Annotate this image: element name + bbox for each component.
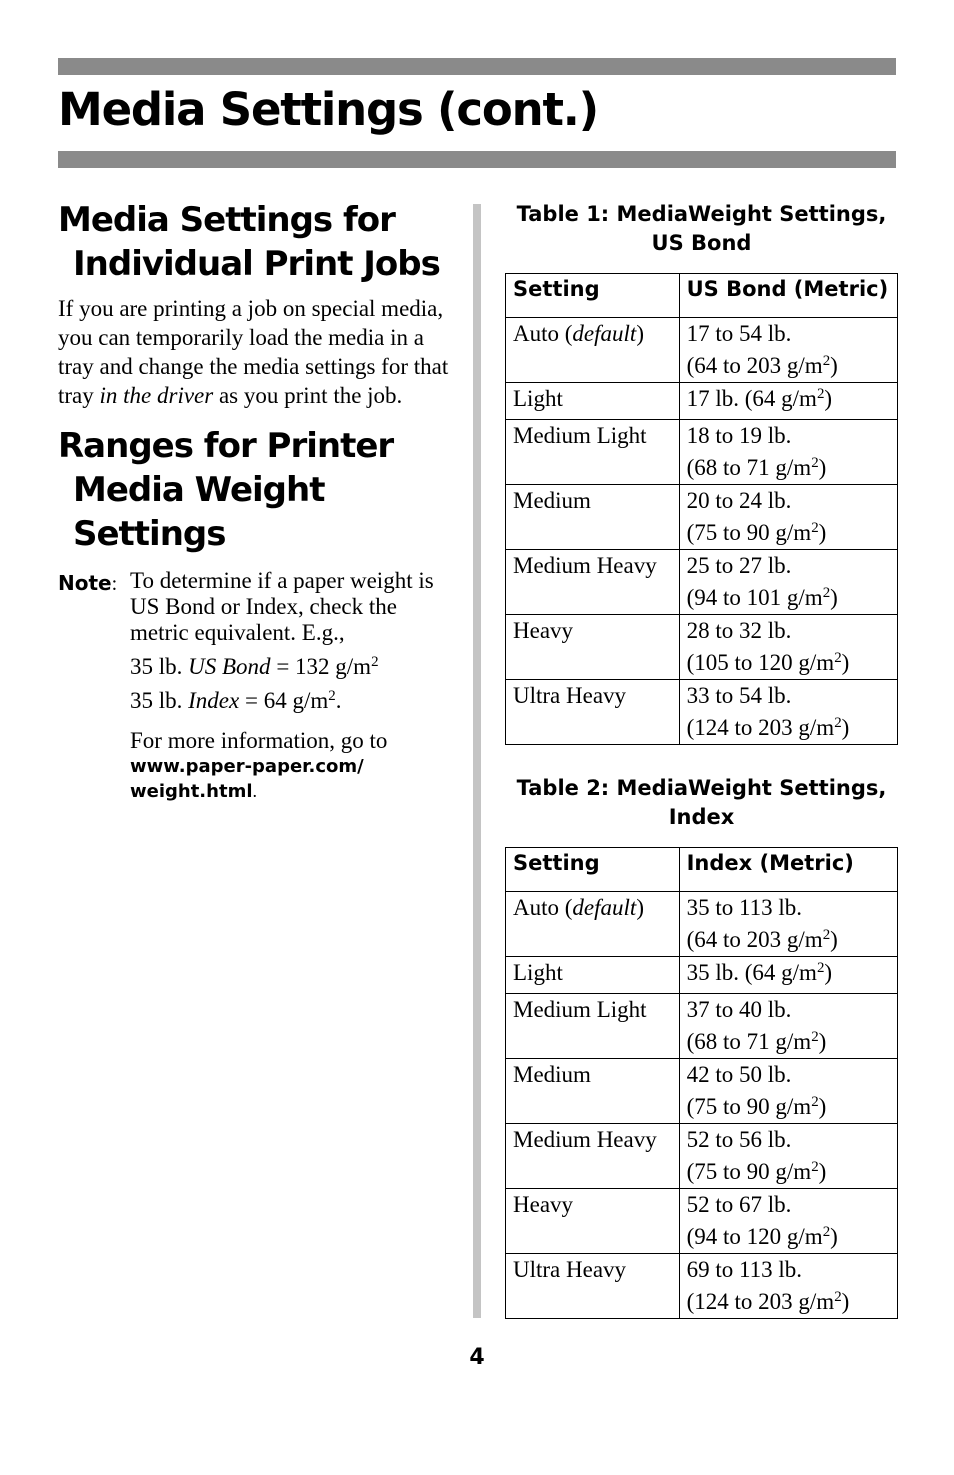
weight-cell [679,420,897,485]
metric-value: (94 to 120 g/m [686,1224,823,1249]
setting-name: Auto ( [513,321,573,346]
weight-metric [739,386,832,411]
setting-cell [506,420,680,485]
setting-cell [506,1059,680,1124]
table-row [506,892,898,957]
setting-cell [506,892,680,957]
metric-value: (75 to 90 g/m [686,1159,812,1184]
note-example-index [130,688,458,714]
metric-exponent: 2 [822,926,831,943]
metric-value: (94 to 101 g/m [686,585,823,610]
metric-exponent: 2 [816,959,825,976]
weight-cell [679,550,897,615]
header-metric: Index (Metric) [679,848,897,892]
example-suffix: = 132 g/m [270,654,372,679]
url-end: . [252,781,257,801]
metric-exponent: 2 [822,352,831,369]
metric-value: (68 to 71 g/m [686,455,812,480]
table-row [506,1254,898,1319]
weight-metric [687,520,827,545]
weight-metric [687,353,838,378]
metric-value: (64 g/m [738,960,817,985]
note-text: To determine if a paper weight is US Bond or Index, check the metric equivalent. E.g., [130,568,434,645]
setting-cell [506,383,680,420]
weight-cell [679,680,897,745]
setting-name: Medium Light [513,423,647,448]
weight-metric [687,927,838,952]
metric-exponent: 2 [822,1223,831,1240]
metric-value: (64 to 203 g/m [686,353,823,378]
metric-value: (124 to 203 g/m [686,1289,835,1314]
setting-default: default [572,895,637,920]
weight-metric [687,585,838,610]
example-suffix: = 64 g/m [239,688,329,713]
metric-value: (64 g/m [738,386,817,411]
table-row [506,1059,898,1124]
table-header-row [506,848,898,892]
section-heading-ranges [58,424,458,556]
setting-cell [506,994,680,1059]
example-prefix: 35 lb. [130,654,189,679]
table-row [506,1189,898,1254]
table-header-row [506,274,898,318]
url-line-2[interactable]: weight.html [130,781,253,802]
weight-lb: 17 to 54 lb. [686,321,792,346]
setting-cell [506,1254,680,1319]
metric-exponent: 2 [816,385,825,402]
setting-end: ) [636,895,644,920]
header-setting: Setting [506,848,680,892]
metric-exponent: 2 [822,584,831,601]
setting-default: default [572,321,637,346]
setting-name: Medium Heavy [513,553,657,578]
header-metric: US Bond (Metric) [679,274,897,318]
table-row [506,485,898,550]
weight-cell [679,1124,897,1189]
note-label [58,568,130,804]
setting-cell [506,615,680,680]
table2-caption [505,774,898,832]
weight-metric [687,1224,838,1249]
weight-lb: 20 to 24 lb. [686,488,792,513]
note-body [130,568,458,804]
url-link[interactable] [130,754,458,804]
metric-exponent: 2 [834,1288,842,1305]
weight-metric [687,1029,827,1054]
setting-cell [506,957,680,994]
weight-metric [687,1289,850,1314]
header-rule-top [58,58,896,75]
setting-cell [506,485,680,550]
paragraph-text: If you are printing a job on special media, you can temporarily load the media in a tray and change the media settings for that tray [58,296,449,408]
note-block [58,568,458,804]
weight-lb: 42 to 50 lb. [686,1062,792,1087]
left-column [58,198,458,804]
example-exponent: 2 [371,653,379,670]
caption-line-1: Table 1: MediaWeight Settings, [516,202,887,226]
more-info-text: For more information, go to [130,728,388,753]
note-colon: : [111,573,118,595]
weight-lb: 35 to 113 lb. [686,895,803,920]
setting-cell [506,1124,680,1189]
example-exponent: 2 [328,687,336,704]
caption-line-2: US Bond [651,231,752,255]
weight-metric [687,1159,827,1184]
page-number: 4 [469,1345,485,1370]
section-heading-individual-jobs [58,198,458,286]
example-prefix: 35 lb. [130,688,189,713]
weight-lb: 18 to 19 lb. [686,423,792,448]
setting-name: Heavy [513,1192,574,1217]
metric-value: (75 to 90 g/m [686,1094,812,1119]
metric-value: (64 to 203 g/m [686,927,823,952]
setting-cell [506,680,680,745]
url-line-1[interactable]: www.paper-paper.com/ [130,756,364,777]
metric-exponent: 2 [834,649,842,666]
example-end: . [335,688,342,713]
weight-cell [679,957,897,994]
setting-name: Auto ( [513,895,573,920]
weight-metric [687,455,827,480]
weight-cell [679,892,897,957]
weight-lb: 37 to 40 lb. [686,997,792,1022]
table-row [506,1124,898,1189]
heading-line-1: Ranges for Printer [58,426,394,466]
note-label-text: Note [58,571,112,595]
weight-metric [687,650,850,675]
setting-cell [506,318,680,383]
setting-name: Ultra Heavy [513,1257,627,1282]
weight-lb: 69 to 113 lb. [686,1257,803,1282]
header-setting: Setting [506,274,680,318]
weight-cell [679,485,897,550]
paragraph-text-end: as you print the job. [213,383,403,408]
setting-name: Heavy [513,618,574,643]
setting-name: Medium [513,1062,591,1087]
table-row [506,420,898,485]
column-divider [473,204,481,1318]
example-term: Index [188,688,240,713]
weight-cell [679,1189,897,1254]
weight-lb: 52 to 56 lb. [686,1127,792,1152]
table-row [506,383,898,420]
metric-exponent: 2 [811,519,819,536]
heading-line-2: Media Weight Settings [73,470,325,554]
table-row [506,994,898,1059]
metric-value: (75 to 90 g/m [686,520,812,545]
weight-lb: 17 lb. [686,386,739,411]
table-row [506,680,898,745]
setting-name: Medium Light [513,997,647,1022]
setting-end: ) [636,321,644,346]
heading-line-1: Media Settings for [58,200,395,240]
heading-line-2: Individual Print Jobs [73,244,440,284]
table-row [506,957,898,994]
weight-lb: 28 to 32 lb. [686,618,792,643]
table-row [506,318,898,383]
header-rule-bottom [58,151,896,168]
index-table [505,847,898,1319]
metric-value: (68 to 71 g/m [686,1029,812,1054]
setting-name: Light [513,386,563,411]
caption-line-1: Table 2: MediaWeight Settings, [516,776,887,800]
setting-name: Light [513,960,563,985]
weight-cell [679,383,897,420]
weight-lb: 25 to 27 lb. [686,553,792,578]
weight-cell [679,615,897,680]
table-row [506,615,898,680]
us-bond-table [505,273,898,745]
weight-cell [679,318,897,383]
weight-lb: 35 lb. [686,960,739,985]
weight-metric [687,1094,827,1119]
table1-caption [505,200,898,258]
metric-exponent: 2 [834,714,842,731]
note-example-us-bond [130,654,458,680]
metric-value: (124 to 203 g/m [686,715,835,740]
setting-cell [506,550,680,615]
metric-value: (105 to 120 g/m [686,650,835,675]
weight-metric [739,960,832,985]
weight-metric [687,715,850,740]
weight-cell [679,1059,897,1124]
metric-exponent: 2 [811,1028,819,1045]
setting-cell [506,1189,680,1254]
table-row [506,550,898,615]
metric-exponent: 2 [811,1093,819,1110]
setting-name: Medium Heavy [513,1127,657,1152]
paragraph-emphasis: in the driver [99,383,214,408]
weight-lb: 52 to 67 lb. [686,1192,792,1217]
metric-exponent: 2 [811,1158,819,1175]
individual-jobs-paragraph [58,294,458,410]
setting-name: Medium [513,488,591,513]
setting-name: Ultra Heavy [513,683,627,708]
metric-exponent: 2 [811,454,819,471]
example-term: US Bond [188,654,271,679]
weight-cell [679,994,897,1059]
weight-cell [679,1254,897,1319]
weight-lb: 33 to 54 lb. [686,683,792,708]
page-title: Media Settings (cont.) [58,83,599,136]
caption-line-2: Index [668,805,735,829]
